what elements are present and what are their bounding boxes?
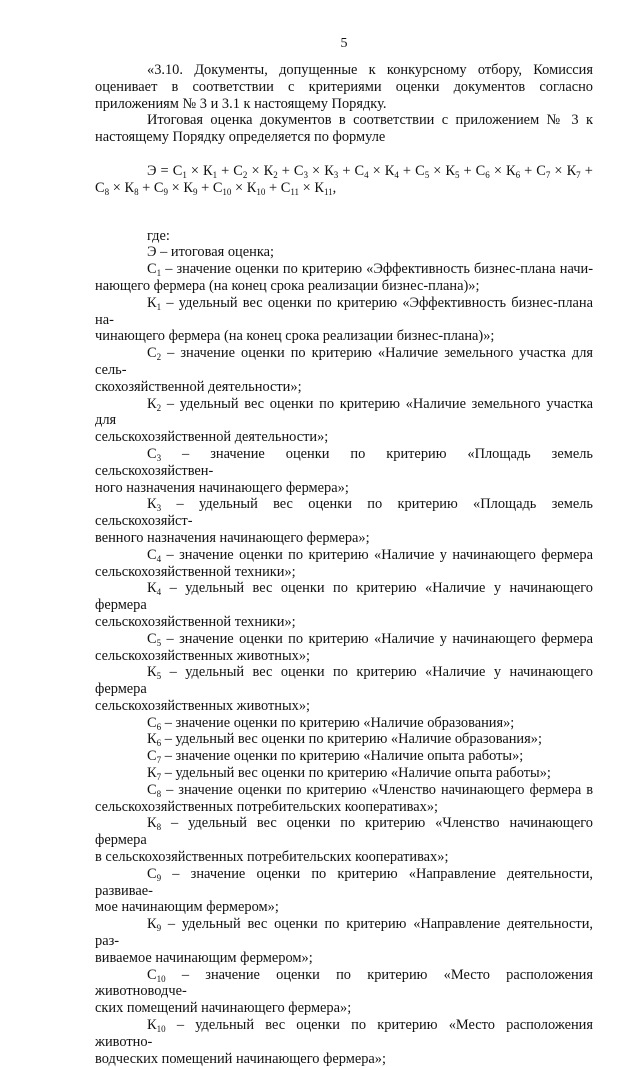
definition-item [95, 715, 593, 732]
definition-text: – удельный вес оценки по критерию «Наличие земельного участка для [95, 395, 593, 429]
formula-times: × [302, 179, 311, 196]
formula-plus: + [584, 162, 593, 179]
definition-continuation: в сельскохозяйственных потребительских кооперативах»; [95, 849, 449, 866]
definition-line [95, 748, 593, 765]
definition-item [95, 866, 593, 916]
definition-continuation: сельскохозяйственных животных»; [95, 697, 311, 714]
formula-plus: + [342, 162, 351, 179]
subscript: 11 [290, 186, 299, 197]
subscript: 4 [364, 169, 369, 180]
subscript: 1 [182, 169, 187, 180]
formula-term-c: $С_9$ [153, 179, 169, 197]
definition-item [95, 446, 593, 496]
definition-line [95, 547, 593, 564]
definition-line [95, 765, 593, 782]
definition-symbol: $К_5$ [147, 664, 162, 682]
subscript: 11 [323, 186, 333, 197]
definition-continuation: виваемое начинающим фермером»; [95, 949, 313, 966]
definition-text: – удельный вес оценки по критерию «Членство начинающего фермера [95, 815, 593, 849]
subscript: 3 [303, 169, 308, 180]
definition-text: – значение оценки по критерию «Эффективность бизнес-плана начи- [161, 261, 593, 278]
where-label: где: [147, 227, 170, 244]
spacer [95, 197, 593, 214]
formula-term-k: $К_7$ [566, 162, 581, 180]
formula-term-k: $К_9$ [183, 179, 198, 197]
subscript: 9 [163, 186, 169, 197]
definition-continuation: водческих помещений начинающего фермера»; [95, 1050, 386, 1067]
page-number: 5 [340, 36, 348, 51]
definition-text: – удельный вес оценки по критерию «Наличие образования»; [161, 731, 542, 748]
definition-line [95, 664, 593, 698]
subscript: 2 [273, 169, 278, 180]
formula-times: × [112, 179, 121, 196]
definition-text: – удельный вес оценки по критерию «Место расположения животно- [95, 1017, 593, 1050]
subscript: 9 [192, 186, 198, 197]
formula-plus: + [142, 179, 151, 196]
formula-plus: + [221, 162, 230, 179]
subscript: 4 [156, 587, 162, 598]
definition-text: – значение оценки по критерию «Направление деятельности, развивае- [95, 865, 593, 899]
formula-times: × [251, 162, 260, 179]
definition-item [95, 396, 593, 446]
formula-term-c: $С_5$ [415, 162, 430, 180]
definition-symbol: $К_7$ [147, 765, 162, 783]
definition-text: – удельный вес оценки по критерию «Наличие опыта работы»; [161, 765, 551, 782]
subscript: 6 [515, 169, 521, 180]
formula-times: × [171, 179, 180, 196]
formula-term-c: $С_8$ [95, 179, 110, 197]
formula-term-c: $С_6$ [475, 162, 490, 180]
subscript: 4 [394, 169, 399, 180]
subscript: 5 [424, 169, 430, 180]
subscript: 2 [156, 402, 162, 413]
subscript: 6 [156, 738, 162, 749]
definitions-list [95, 261, 593, 1067]
formula-term-k: $К_8$ [124, 179, 139, 197]
definition-item [95, 815, 593, 865]
subscript: 5 [454, 169, 460, 180]
definition-item [95, 295, 593, 345]
subscript: 6 [156, 721, 162, 732]
definition-symbol: $С_7$ [147, 748, 162, 766]
subscript: 3 [333, 169, 339, 180]
definition-symbol: $С_5$ [147, 630, 162, 648]
definition-continuation: мое начинающим фермером»; [95, 899, 279, 916]
definition-item [95, 765, 593, 782]
definition-continuation: чинающего фермера (на конец срока реализации бизнес-плана)»; [95, 328, 495, 345]
subscript: 10 [156, 973, 166, 984]
formula-times: × [372, 162, 381, 179]
clause-3-10-paragraph: «3.10. Документы, допущенные к конкурсному отбору, Комиссия оценивает в соответствии с критериями оценки документов согласно приложениям № 3 и 3.1 к настоящему Порядку. [95, 62, 593, 112]
definition-continuation: нающего фермера (на конец срока реализации бизнес-плана)»; [95, 277, 480, 294]
definition-text: – удельный вес оценки по критерию «Эффективность бизнес-плана на- [95, 294, 593, 328]
formula-times: × [235, 179, 244, 196]
subscript: 3 [156, 452, 162, 463]
formula-equals: = [160, 162, 169, 179]
definition-text: – удельный вес оценки по критерию «Наличие у начинающего фермера [95, 664, 593, 698]
formula-times: × [493, 162, 502, 179]
definition-line [95, 396, 593, 430]
subscript: 1 [156, 301, 162, 312]
definition-continuation: сельскохозяйственных потребительских кооперативах»; [95, 798, 439, 815]
formula-times: × [433, 162, 442, 179]
formula-term-c: $С_{10}$ [212, 179, 232, 197]
definition-text: – значение оценки по критерию «Площадь земель сельскохозяйствен- [95, 445, 593, 479]
definition-text: – значение оценки по критерию «Членство начинающего фермера в [161, 781, 593, 798]
definition-symbol: $К_6$ [147, 731, 162, 749]
definition-item [95, 631, 593, 665]
definition-symbol: $С_{10}$ [147, 966, 166, 984]
definition-line [95, 967, 593, 1001]
formula-term-k: $К_5$ [445, 162, 460, 180]
subscript: 7 [156, 755, 162, 766]
formula-intro-paragraph: Итоговая оценка документов в соответствии с приложением № 3 к настоящему Порядку определяется по формуле [95, 112, 593, 146]
formula-term-c: $С_7$ [536, 162, 551, 180]
definition-text: – значение оценки по критерию «Наличие у начинающего фермера [161, 546, 593, 563]
definition-line [95, 580, 593, 614]
formula-term-k: $К_{11}$ [314, 179, 333, 197]
definition-item [95, 916, 593, 966]
subscript: 10 [156, 1024, 166, 1035]
subscript: 3 [156, 503, 162, 514]
definition-item [95, 547, 593, 581]
definition-item [95, 782, 593, 816]
subscript: 8 [156, 822, 162, 833]
definition-line [95, 631, 593, 648]
definition-continuation: скохозяйственной деятельности»; [95, 378, 302, 395]
definition-text: – значение оценки по критерию «Место расположения животноводче- [95, 966, 593, 1000]
subscript: 2 [242, 169, 248, 180]
definition-line [95, 715, 593, 732]
subscript: 4 [156, 553, 162, 564]
definition-line [95, 345, 593, 379]
subscript: 1 [212, 169, 218, 180]
definition-line [95, 1017, 593, 1051]
definition-item [95, 261, 593, 295]
definition-item [95, 345, 593, 395]
formula-term-c: $С_3$ [293, 162, 308, 180]
formula-term-c: $С_{11}$ [280, 179, 299, 197]
definition-text: – удельный вес оценки по критерию «Площадь земель сельскохозяйст- [95, 496, 593, 530]
definition-continuation: сельскохозяйственной техники»; [95, 563, 296, 580]
subscript: 10 [256, 186, 266, 197]
definition-line [95, 496, 593, 530]
definition-line [95, 446, 593, 480]
definition-symbol: $К_3$ [147, 496, 162, 514]
definition-item [95, 496, 593, 546]
formula-term-k: $К_6$ [505, 162, 521, 180]
subscript: 9 [156, 872, 162, 883]
definition-text: – значение оценки по критерию «Наличие образования»; [161, 714, 515, 731]
definition-text: – значение оценки по критерию «Наличие земельного участка для сель- [95, 345, 593, 378]
subscript: 5 [156, 671, 162, 682]
definition-symbol: $С_3$ [147, 445, 162, 463]
definition-continuation: сельскохозяйственных животных»; [95, 647, 311, 664]
formula-plus: + [463, 162, 472, 179]
definition-item [95, 1017, 593, 1067]
formula-plus: + [524, 162, 533, 179]
definition-text: – удельный вес оценки по критерию «Наличие у начинающего фермера [95, 580, 593, 614]
formula-term-c: $С_2$ [233, 162, 248, 180]
definition-continuation: ного назначения начинающего фермера»; [95, 479, 349, 496]
definition-symbol: $К_2$ [147, 395, 162, 413]
definition-item [95, 967, 593, 1017]
spacer [95, 214, 593, 228]
subscript: 6 [485, 169, 490, 180]
formula-term-k: $К_4$ [384, 162, 399, 180]
definition-text: – удельный вес оценки по критерию «Направление деятельности, раз- [95, 916, 593, 950]
definition-e: Э – итоговая оценка; [147, 244, 274, 261]
subscript: 8 [156, 788, 162, 799]
definition-symbol: $С_4$ [147, 546, 162, 564]
definition-symbol: $К_{10}$ [147, 1017, 166, 1035]
definition-symbol: $К_9$ [147, 916, 162, 934]
formula-times: × [312, 162, 321, 179]
definition-continuation: ских помещений начинающего фермера»; [95, 1000, 352, 1017]
definition-item [95, 731, 593, 748]
subscript: 8 [134, 186, 139, 197]
subscript: 10 [222, 186, 232, 197]
definition-symbol: $С_2$ [147, 345, 162, 363]
formula-plus: + [281, 162, 290, 179]
definition-line [95, 782, 593, 799]
subscript: 5 [156, 637, 162, 648]
formula-term-k: $К_1$ [203, 162, 218, 180]
definition-symbol: $С_8$ [147, 781, 162, 799]
formula-end: , [332, 179, 337, 196]
definition-item [95, 748, 593, 765]
formula-term-k: $К_3$ [324, 162, 339, 180]
definition-symbol: $С_1$ [147, 261, 162, 279]
formula-term-c: $С_4$ [354, 162, 369, 180]
definition-continuation: сельскохозяйственной деятельности»; [95, 429, 329, 446]
formula-plus: + [201, 179, 210, 196]
subscript: 9 [156, 923, 162, 934]
definition-line [95, 731, 593, 748]
subscript: 7 [156, 772, 162, 783]
formula-times: × [190, 162, 199, 179]
definition-line [95, 295, 593, 329]
definition-item [95, 580, 593, 630]
formula-term-k: $К_2$ [263, 162, 278, 180]
definition-symbol: $К_4$ [147, 580, 162, 598]
definition-symbol: $С_9$ [147, 865, 162, 883]
subscript: 7 [576, 169, 581, 180]
subscript: 2 [156, 352, 162, 363]
formula-lhs: Э [147, 162, 157, 179]
formula-plus: + [268, 179, 278, 196]
definition-line [95, 261, 593, 278]
definition-line [95, 916, 593, 950]
formula-times: × [554, 162, 563, 179]
definition-continuation: сельскохозяйственной техники»; [95, 613, 296, 630]
definition-continuation: венного назначения начинающего фермера»; [95, 529, 370, 546]
formula-plus: + [402, 162, 412, 179]
definition-text: – значение оценки по критерию «Наличие у начинающего фермера [161, 630, 593, 647]
definition-text: – значение оценки по критерию «Наличие опыта работы»; [161, 748, 524, 765]
definition-symbol: $К_1$ [147, 294, 162, 312]
subscript: 7 [545, 169, 551, 180]
definition-line [95, 866, 593, 900]
subscript: 1 [156, 268, 162, 279]
formula-term-k: $К_{10}$ [246, 179, 266, 197]
definition-line [95, 815, 593, 849]
formula-term-c: $С_1$ [172, 162, 187, 180]
definition-symbol: $К_8$ [147, 815, 162, 833]
subscript: 8 [104, 186, 110, 197]
formula [95, 163, 593, 197]
definition-symbol: $С_6$ [147, 714, 162, 732]
definition-item [95, 664, 593, 714]
